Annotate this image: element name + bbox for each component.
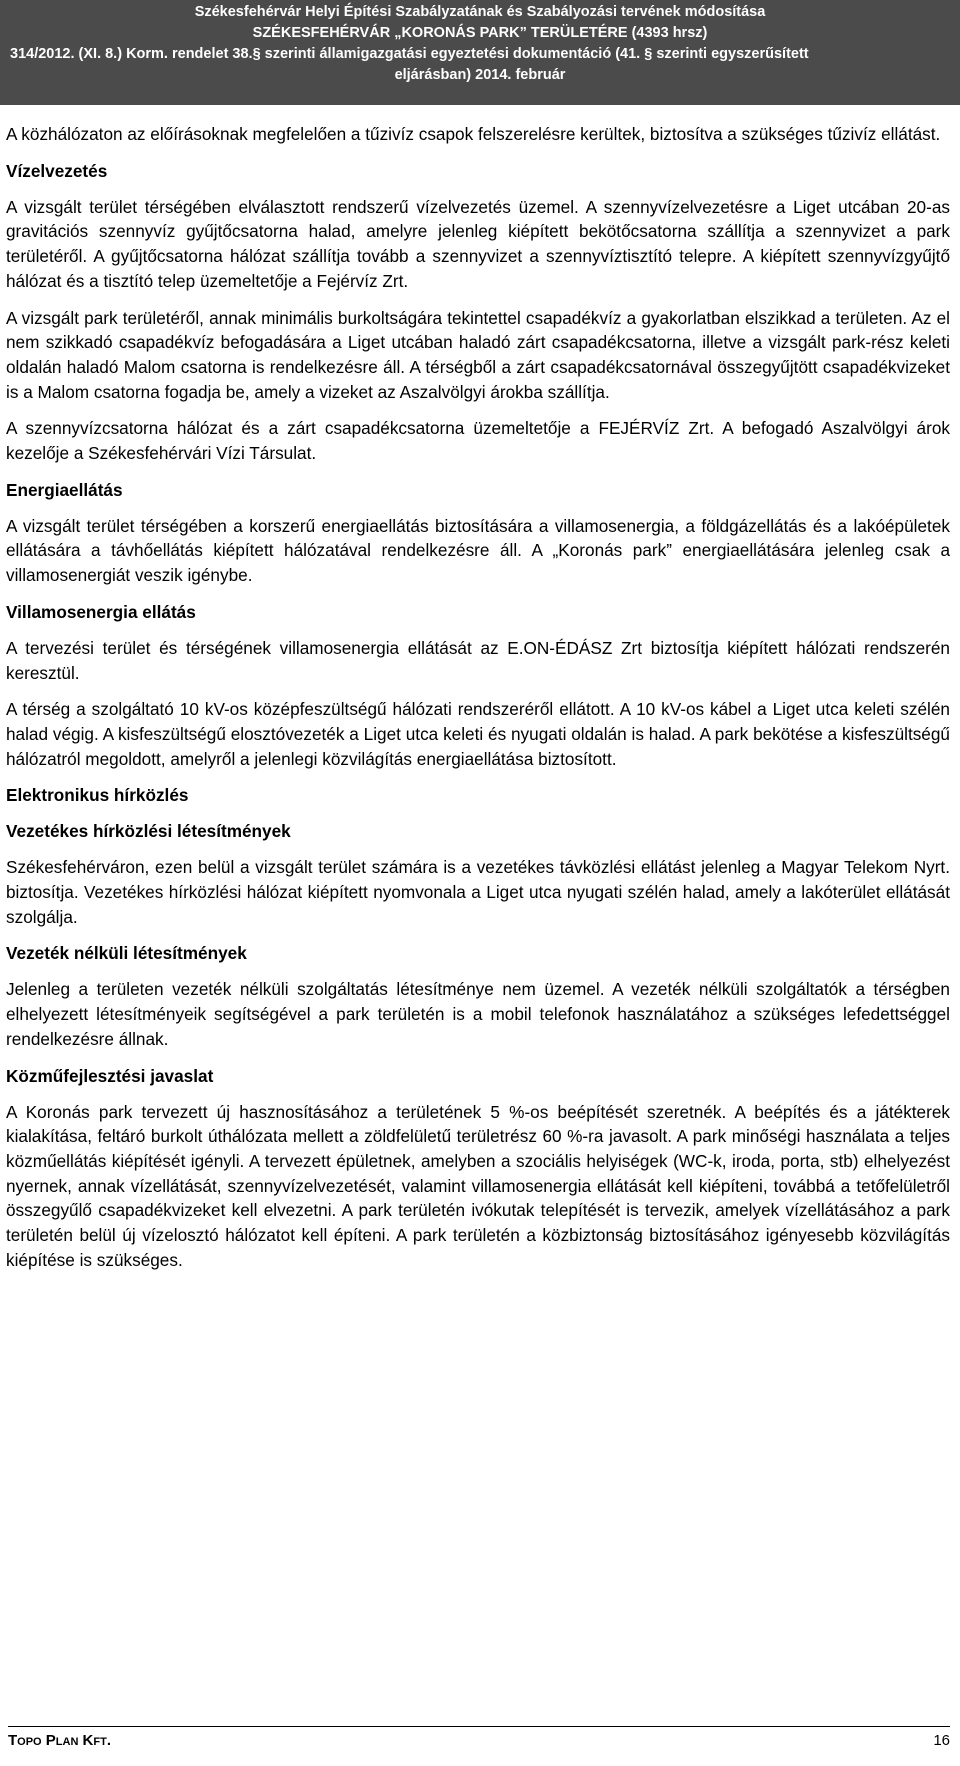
header-subtitle: SZÉKESFEHÉRVÁR „KORONÁS PARK” TERÜLETÉRE (4393 hrsz) [252,25,708,41]
section-heading: Vezetékes hírközlési létesítmények [6,821,291,842]
footer-company: Topo Plan Kft. [8,1732,111,1749]
paragraph: A Koronás park tervezett új hasznosításához a területének 5 %-os beépítését szeretnék. A beépítés és a játékterek kialakítása, feltáró burkolt úthálózata mellett a zöldfelületű területrész 60 %-ra javasolt. A park minőségi használata a teljes közműellátás kiépítését igényli. A tervezett épületnek, amelyben a szociális helyiségek (WC-k, iroda, porta, stb) elhelyezést nyernek, annak vízellátását, szennyvízelvezetését, valamint villamosenergia ellátását kell kiépíteni, továbbá a tetőfelületről összegyűlő csapadékvizeket kell elvezetni. A park területén ivókutak telepítését is tervezik, amelyek vízellátásához a park területén belül új vízelosztó hálózatot kell építeni. A park területén a közbiztonság biztosításához igényesebb közvilágítás kiépítése is szükséges. [6,1101,950,1270]
page-number: 16 [933,1732,950,1749]
paragraph: A térség a szolgáltató 10 kV-os középfeszültségű hálózati rendszeréről ellátott. A 10 kV-os kábel a Liget utca keleti szélén halad végig. A kisfeszültségű elosztóvezeték a Liget utca keleti és nyugati oldalán is halad. A park bekötése a kisfeszültségű hálózatról megoldott, amelyről a jelenlegi közvilágítás energiaellátása biztosított. [6,699,950,769]
paragraph: Jelenleg a területen vezeték nélküli szolgáltatás létesítménye nem üzemel. A vezeték nélküli szolgáltatók a térségben elhelyezett létesítményeik segítségével a park területén is a mobil telefonok használatához a szükséges lefedettséggel rendelkezésre állnak. [6,979,950,1049]
header-regulation: 314/2012. (XI. 8.) Korm. rendelet 38.§ szerinti államigazgatási egyeztetési dokumentáció (41. § szerinti egyszerűsített [10,46,809,62]
section-heading: Villamosenergia ellátás [6,601,196,622]
section-heading: Közműfejlesztési javaslat [6,1065,214,1086]
paragraph: A vizsgált terület térségében elválasztott rendszerű vízelvezetés üzemel. A szennyvízelvezetésre a Liget utcában 20-as gravitációs szennyvíz gyűjtőcsatorna halad, amelyre jelenleg kiépített bekötőcsatorna szállítja a szennyvizet a park területéről. A gyűjtőcsatorna hálózat szállítja tovább a szennyvizet a szennyvíztisztító telepre. A kiépített szennyvízgyűjtő hálózat és a tisztító telep üzemeltetője a Fejérvíz Zrt. [6,196,950,291]
paragraph: A vizsgált park területéről, annak minimális burkoltságára tekintettel csapadékvíz a gyakorlatban elszikkad a területen. Az el nem szikkadó csapadékvíz befogadására a Liget utcában haladó zárt csapadékcsatorna, illetve a vizsgált park-rész keleti oldalán haladó Malom csatorna is rendelkezésre áll. A térségből a zárt csapadékcsatornával összegyűjtött csapadékvizeket is a Malom csatorna fogadja be, amely a vizeket az Aszalvölgyi árokba szállítja. [6,307,950,402]
paragraph: A vizsgált terület térségében a korszerű energiaellátás biztosítására a villamosenergia, a földgázellátás és a lakóépületek ellátására a távhőellátás kiépített hálózatával rendelkezésre áll. A „Koronás park” energiaellátására jelenleg csak a villamosenergiát veszik igénybe. [6,515,950,586]
section-heading: Vízelvezetés [6,160,108,181]
section-heading: Elektronikus hírközlés [6,785,189,806]
section-heading: Vezeték nélküli létesítmények [6,943,247,964]
footer-rule [8,1726,950,1727]
header-title: Székesfehérvár Helyi Építési Szabályzatának és Szabályozási tervének módosítása [194,4,766,20]
paragraph: Székesfehérváron, ezen belül a vizsgált terület számára is a vezetékes távközlési ellátást jelenleg a Magyar Telekom Nyrt. biztosítja. Vezetékes hírközlési hálózat kiépített nyomvonala a Liget utca nyugati szélén halad, amely a lakóterület ellátását szolgálja. [6,857,950,927]
section-heading: Energiaellátás [6,479,123,500]
paragraph: A tervezési terület és térségének villamosenergia ellátását az E.ON-ÉDÁSZ Zrt biztosítja kiépített hálózati rendszerén keresztül. [6,637,950,683]
header-date: eljárásban) 2014. február [394,67,566,83]
paragraph: A közhálózaton az előírásoknak megfelelően a tűzivíz csapok felszerelésre kerültek, biztosítva a szükséges tűzivíz ellátást. [6,124,941,144]
document-body [6,122,950,1285]
document-header [0,0,960,105]
paragraph: A szennyvízcsatorna hálózat és a zárt csapadékcsatorna üzemeltetője a FEJÉRVÍZ Zrt. A befogadó Aszalvölgyi árok kezelője a Székesfehérvári Vízi Társulat. [6,418,950,464]
